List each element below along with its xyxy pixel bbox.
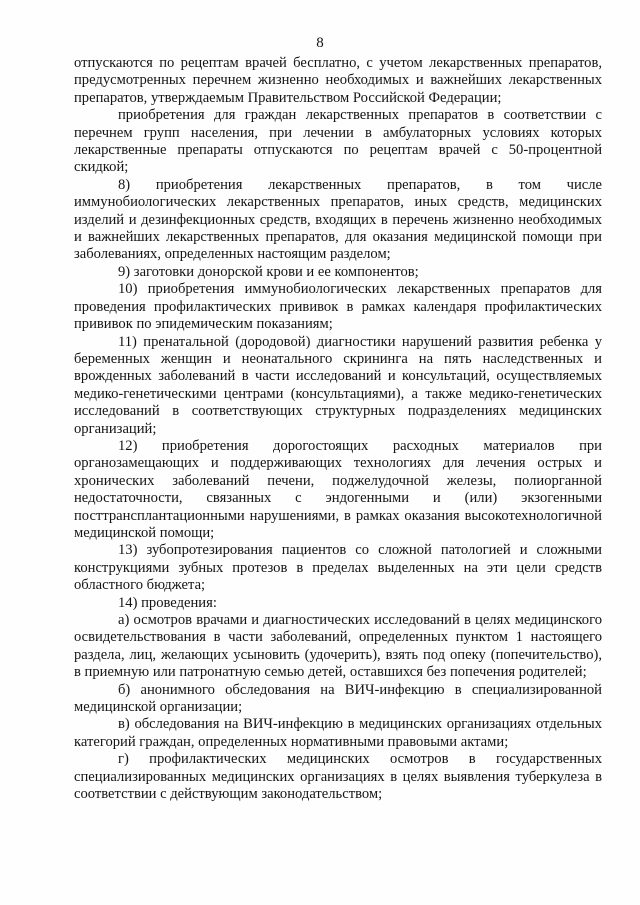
paragraph-item-9: 9) заготовки донорской крови и ее компонентов;: [118, 263, 419, 280]
paragraph-item-13: 13) зубопротезирования пациентов со сложной патологией и сложными конструкциями зубных протезов в пределах выделенных на эти цели средств областного бюджета;: [74, 542, 602, 594]
document-body: [74, 55, 602, 803]
paragraph-item-8: 8) приобретения лекарственных препаратов, в том числе иммунобиологических лекарственных препаратов, иных средств, медицинских изделий и дезинфекционных средств, входящих в перечень жизненно необходимых и важнейших лекарственных препаратов, для оказания медицинской помощи при заболеваниях, определенных настоящим разделом;: [74, 176, 602, 263]
paragraph-item-14v: в) обследования на ВИЧ-инфекцию в медицинских организациях отдельных категорий граждан, определенных нормативными правовыми актами;: [74, 716, 602, 750]
paragraph-discount-drugs: приобретения для граждан лекарственных препаратов в соответствии с перечнем групп населения, при лечении в амбулаторных условиях которых лекарственные препараты отпускаются по рецептам врачей с 50-процентной скидкой;: [74, 107, 602, 176]
paragraph-item-10: 10) приобретения иммунобиологических лекарственных препаратов для проведения профилактических прививок в рамках календаря профилактических прививок по эпидемическим показаниям;: [74, 281, 602, 333]
paragraph-item-14b: б) анонимного обследования на ВИЧ-инфекцию в специализированной медицинской организации;: [74, 681, 602, 716]
page-number: 8: [316, 35, 324, 51]
paragraph-item-11: 11) пренатальной (дородовой) диагностики нарушений развития ребенка у беременных женщин и неонатального скрининга на пять наследственных и врожденных заболеваний в части исследований и консультаций, осуществляемых медико-генетическими центрами (консультациями), а также медико-генетических исследований в соответствующих структурных подразделениях медицинских организаций;: [74, 333, 602, 437]
paragraph-item-12: 12) приобретения дорогостоящих расходных материалов при органозамещающих и поддерживающих технологиях для лечения острых и хронических заболеваний печени, поджелудочной железы, полиорганной недостаточности, связанных с эндогенными и (или) экзогенными посттрансплантационными нарушениями, в рамках оказания высокотехнологичной медицинской помощи;: [74, 437, 602, 541]
paragraph-item-14: 14) проведения:: [118, 594, 217, 611]
paragraph-item-14g: г) профилактических медицинских осмотров в государственных специализированных медицинских организациях в целях выявления туберкулеза в соответствии с действующим законодательством;: [74, 751, 602, 803]
paragraph-continuation: отпускаются по рецептам врачей бесплатно, с учетом лекарственных препаратов, предусмотренных перечнем жизненно необходимых и важнейших лекарственных препаратов, утверждаемым Правительством Российской Федерации;: [74, 55, 602, 106]
paragraph-item-14a: а) осмотров врачами и диагностических исследований в целях медицинского освидетельствования в части заболеваний, определенных пунктом 1 настоящего раздела, лиц, желающих усыновить (удочерить), взять под опеку (попечительство), в приемную или патронатную семью детей, оставшихся без попечения родителей;: [74, 612, 602, 681]
